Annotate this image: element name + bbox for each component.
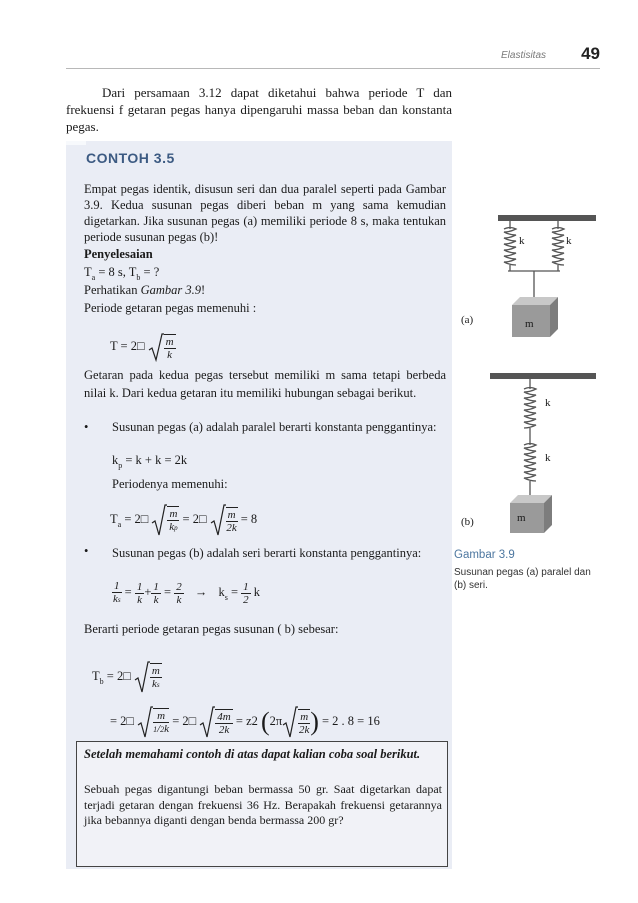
see-suffix: ! — [201, 283, 206, 297]
figure-caption-title: Gambar 3.9 — [454, 549, 515, 561]
spring-k-label: k — [545, 397, 551, 409]
final-eq3: = — [235, 713, 243, 728]
spring-right — [552, 221, 564, 271]
frac-m-halfk: $\frac{m}{1/2k}$ — [153, 710, 170, 735]
mass-label-b: m — [517, 512, 526, 524]
frac-1-k: $\frac{1}{k}$ — [136, 580, 143, 606]
period-a-intro: Periodenya memenuhi: — [112, 477, 228, 491]
ks-result-lhs: k — [218, 584, 225, 599]
Ta-eq2: = 2□ — [182, 511, 207, 526]
spring-k-label: k — [519, 235, 525, 247]
Ta-result: = 8 — [240, 511, 258, 526]
spring-upper — [524, 379, 536, 437]
two-pi: 2π — [269, 713, 283, 728]
bullet-b-text: Susunan pegas (b) adalah seri berarti konstanta penggantinya: — [112, 546, 422, 560]
frac-m-k — [164, 334, 176, 361]
sqrt-symbol — [148, 332, 164, 362]
bullet-a-text: Susunan pegas (a) adalah paralel berarti konstanta penggantinya: — [112, 420, 437, 434]
spring-left — [504, 221, 516, 271]
period-intro: Periode getaran pegas memenuhi : — [84, 301, 257, 315]
ceiling-bar — [490, 373, 596, 379]
explanation: Getaran pada kedua pegas tersebut memiliki m sama tetapi berbeda nilai k. Dari kedua getaran itu memiliki hubungan sebagai berikut. — [84, 368, 446, 400]
final-eq1: = 2□ — [110, 713, 134, 728]
solution-heading: Penyelesaian — [84, 247, 153, 261]
frac-4m-2k: $\frac{4m}{2k}$ — [217, 710, 231, 736]
frac-m-2k: $\frac{m}{2k}$ — [299, 710, 310, 736]
frac-num: m — [169, 508, 178, 520]
frac-2-k: $\frac{2}{k}$ — [176, 580, 182, 606]
formula-Tb — [92, 660, 162, 694]
final-z2: z2 — [246, 713, 258, 728]
intro-paragraph — [66, 84, 452, 135]
bullet-a-marker: • — [84, 420, 89, 434]
arrow-icon: → — [194, 584, 208, 599]
Tb-eq: = 2□ — [103, 668, 131, 683]
sqrt-symbol — [210, 503, 226, 537]
given-values — [84, 264, 159, 282]
frac-den: k — [167, 348, 173, 361]
panel-corner — [66, 141, 86, 145]
see-ref: Gambar 3.9 — [140, 283, 202, 297]
page-number: 49 — [581, 44, 600, 63]
sqrt-symbol — [199, 705, 215, 739]
frac-m-ks: $\frac{m}{ks}$ — [151, 665, 160, 690]
example-title: CONTOH 3.5 — [86, 150, 175, 166]
sqrt-symbol — [282, 705, 298, 739]
formula-period — [110, 332, 176, 362]
frac-m-2k — [226, 507, 238, 534]
figure-a-label: (a) — [461, 314, 474, 326]
final-eq2: = 2□ — [172, 713, 197, 728]
spring-k-label: k — [545, 452, 551, 464]
sqrt-symbol — [137, 705, 153, 739]
given-Ta: T — [84, 265, 92, 279]
kp-sub: p — [118, 461, 123, 470]
frac-den: 2k — [226, 521, 237, 534]
spring-lower — [524, 437, 536, 495]
ks-result-eq: = — [230, 584, 238, 599]
sqrt-symbol — [134, 660, 150, 694]
frac-m-kp — [167, 506, 179, 534]
kp-formula — [112, 452, 187, 470]
figure-b-series-springs — [452, 365, 612, 540]
exercise-heading: Setelah memahami contoh di atas dapat kalian coba soal berikut. — [84, 747, 421, 761]
bullet-b-marker: • — [84, 544, 89, 558]
ks-eq-b: = — [164, 584, 172, 599]
kp-lhs: k — [112, 453, 119, 467]
example-problem: Empat pegas identik, disusun seri dan dua paralel seperti pada Gambar 3.9. Kedua susunan pegas diberi beban m yang sama kemudian digetarkan. Jika susunan pegas (a) memiliki periode 8 s, maka tentukan periode susunan pegas (b)! — [84, 182, 446, 244]
frac-den: kp — [169, 521, 178, 533]
paren-open: ( — [261, 707, 270, 736]
figure-caption-text: Susunan pegas (a) paralel dan (b) seri. — [454, 567, 591, 591]
spring-k-label: k — [566, 235, 572, 247]
paren-close: ) — [310, 707, 319, 736]
ks-result-sub: s — [224, 592, 228, 602]
header-rule — [66, 68, 600, 69]
see-figure-line — [84, 282, 205, 298]
Ta-sub: a — [117, 519, 122, 529]
given-end: = ? — [140, 265, 160, 279]
given-mid: = 8 s, T — [95, 265, 137, 279]
period-b-intro: Berarti periode getaran pegas susunan ( b) sebesar: — [84, 622, 339, 636]
formula-ks: $\frac{1}{ks}$ = $\frac{1}{k}$ + $\frac{1}{k}$ = $\frac{2}{k}$ → $k_s$ = $\frac{1}{2}$ k — [112, 580, 260, 606]
ks-result-k: k — [253, 584, 260, 599]
given-sub-a: a — [91, 273, 96, 282]
Ta-eq1: = 2□ — [121, 511, 149, 526]
see-prefix: Perhatikan — [84, 283, 141, 297]
sqrt-symbol — [151, 503, 167, 537]
ks-eq-a: = — [124, 584, 132, 599]
frac-num: m — [165, 335, 174, 348]
frac-1-2: $\frac{1}{2}$ — [243, 580, 249, 606]
mass-box-a — [512, 297, 558, 337]
formula-final — [110, 705, 380, 739]
figure-b-label: (b) — [461, 516, 474, 528]
mass-label-a: m — [525, 318, 534, 330]
intro-text: Dari persamaan 3.12 dapat diketahui bahwa periode T dan frekuensi f getaran pegas hanya dipengaruhi massa beban dan konstanta pegas. — [66, 85, 452, 134]
formula-T: T = 2□ — [110, 338, 145, 353]
ceiling-bar — [498, 215, 596, 221]
final-result: = 2 . 8 = 16 — [321, 713, 380, 728]
Tb-lhs: T — [92, 668, 100, 683]
Tb-sub: b — [99, 676, 104, 686]
exercise-text: Sebuah pegas digantungi beban bermassa 50 gr. Saat digetarkan dapat terjadi getaran dengan frekuensi 36 Hz. Berapakah frekuensi getarannya jika bebannya diganti dengan benda bermassa 200 gr? — [84, 782, 442, 827]
given-sub-b: b — [136, 273, 141, 282]
kp-rhs: = k + k = 2k — [122, 453, 188, 467]
frac-num: m — [227, 508, 236, 521]
Ta-lhs: T — [110, 511, 118, 526]
frac-1-ks: $\frac{1}{ks}$ — [112, 580, 121, 605]
formula-Ta — [110, 503, 257, 537]
running-header-title: Elastisitas — [500, 50, 546, 61]
frac-1-k: $\frac{1}{k}$ — [153, 580, 159, 606]
